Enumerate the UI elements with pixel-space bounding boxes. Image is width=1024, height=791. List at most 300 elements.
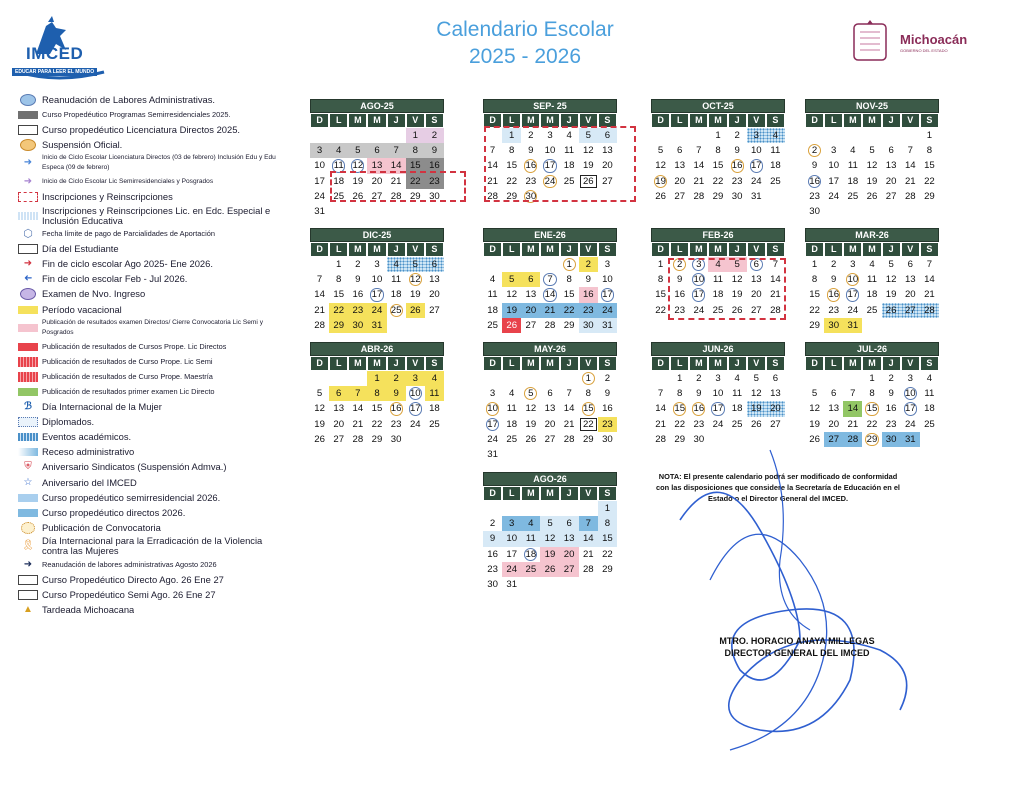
calendar-day: 31: [314, 205, 325, 217]
calendar-day: 13: [333, 403, 345, 415]
calendar-day: 22: [406, 174, 425, 189]
calendar-day: 24: [502, 562, 521, 577]
calendar-day: 27: [333, 433, 345, 445]
yellow-swatch-icon: [18, 305, 38, 315]
calendar-day: 11: [867, 274, 877, 286]
lightblue-lines-swatch-icon: [18, 211, 38, 221]
legend-item: [18, 287, 290, 302]
weekday-label: L: [502, 356, 521, 371]
calendar-day: 26: [579, 174, 598, 189]
calendar-day: 30: [348, 318, 367, 333]
calendar-day: 25: [429, 418, 440, 430]
weekday-label: J: [728, 113, 747, 128]
legend-label: Curso Propedéutico Directo Ago. 26 Ene 27: [42, 574, 224, 585]
calendar-day: 31: [506, 578, 518, 590]
calendar-day: 24: [712, 418, 724, 430]
calendar-day: 14: [540, 287, 559, 302]
weekday-label: D: [310, 242, 329, 257]
calendar-day: 5: [316, 388, 323, 400]
calendar-day: 30: [390, 433, 402, 445]
calendar-day: 19: [651, 174, 670, 189]
calendar-day: 10: [483, 401, 502, 416]
weekday-label: S: [920, 356, 939, 371]
weekday-label: M: [540, 242, 559, 257]
calendar-day: 30: [824, 318, 843, 333]
calendar-day: 26: [882, 303, 901, 318]
legend-label: Curso propedéutico Licenciatura Directos 2025.: [42, 124, 241, 135]
calendar-day: 3: [689, 257, 708, 272]
calendar-day: 18: [506, 418, 518, 430]
legend-item: [18, 520, 290, 535]
logo-text: IMCED: [26, 44, 84, 63]
calendar-day: 22: [560, 303, 579, 318]
calendar-day: 9: [585, 274, 591, 286]
weekday-label: V: [579, 356, 598, 371]
empty-day: [521, 371, 540, 386]
calendar-day: 27: [602, 175, 613, 187]
calendar-day: 26: [406, 303, 425, 318]
calendar-day: 2: [604, 373, 611, 384]
legend-item: [18, 475, 290, 490]
calendar-day: 16: [387, 401, 406, 416]
weekday-label: D: [805, 356, 824, 371]
weekday-header: [805, 242, 939, 257]
calendar-day: 21: [904, 175, 916, 187]
legend-label: Examen de Nvo. Ingreso: [42, 289, 146, 300]
state-subtitle: GOBIERNO DEL ESTADO: [900, 48, 948, 53]
empty-day: [805, 128, 824, 143]
calendar-day: 15: [563, 289, 575, 301]
weekday-header: [805, 113, 939, 128]
weekday-label: S: [598, 113, 617, 128]
calendar-day: 4: [850, 145, 856, 157]
calendar-day: 18: [866, 289, 878, 301]
weekday-label: M: [862, 113, 881, 128]
star-icon-swatch-icon: ☆: [23, 476, 33, 488]
empty-day: [348, 371, 367, 386]
month-block: [651, 342, 785, 447]
calendar-day: 27: [901, 303, 920, 318]
weekday-label: M: [708, 356, 727, 371]
calendar-day: 25: [333, 190, 345, 202]
calendar-day: 1: [560, 257, 579, 272]
calendar-day: 1: [869, 373, 875, 384]
calendar-day: 20: [885, 175, 897, 187]
calendar-day: 26: [655, 190, 666, 202]
calendar-day: 21: [314, 304, 325, 316]
calendar-day: 18: [712, 289, 724, 301]
legend-label: Publicación de resultados de Curso Prope. Lic Semi: [42, 356, 213, 366]
calendar-day: 21: [693, 175, 705, 187]
calendar-day: 21: [924, 289, 935, 301]
days-grid: [805, 257, 939, 333]
calendar-day: 30: [579, 318, 598, 333]
calendar-day: 11: [847, 160, 858, 172]
month-block: [310, 99, 444, 219]
days-grid: [310, 257, 444, 333]
calendar-day: 1: [406, 128, 425, 143]
calendar-day: 6: [425, 257, 444, 272]
legend-label: Curso propedéutico semirresidencial 2026.: [42, 492, 221, 503]
calendar-day: 5: [888, 259, 894, 270]
legend-label: Curso Propedéutico Programas Semirresidenciales 2025.: [42, 109, 231, 119]
calendar-day: 27: [371, 190, 383, 202]
calendar-day: 18: [390, 289, 402, 301]
calendar-day: 24: [367, 303, 386, 318]
calendar-day: 27: [824, 432, 843, 447]
calendar-day: 25: [731, 418, 743, 430]
calendar-day: 18: [563, 160, 575, 172]
weekday-label: L: [329, 242, 348, 257]
calendar-day: 18: [333, 175, 345, 187]
weekday-label: S: [598, 356, 617, 371]
calendar-day: 22: [674, 418, 686, 430]
calendar-day: 23: [731, 175, 743, 187]
calendar-day: 29: [329, 318, 348, 333]
legend-label: Inscripciones y Reinscripciones Lic. en Edc. Especial e Inclusión Educativa: [42, 205, 271, 226]
calendar-day: 6: [598, 128, 617, 143]
calendar-day: 9: [696, 388, 702, 400]
arrow-red-right-swatch-icon: ➜: [23, 258, 33, 270]
calendar-day: 27: [750, 304, 762, 316]
calendar-day: 11: [713, 274, 723, 286]
weekday-label: S: [920, 113, 939, 128]
calendar-day: 24: [598, 303, 617, 318]
calendar-day: 23: [425, 174, 444, 189]
weekday-label: M: [843, 356, 862, 371]
calendar-day: 22: [655, 304, 666, 316]
calendar-day: 8: [406, 143, 425, 158]
legend-label: Día Internacional para la Erradicación de la Violencia contra las Mujeres: [42, 536, 263, 557]
calendar-day: 22: [924, 175, 935, 187]
empty-day: [502, 501, 521, 516]
legend-item: [18, 152, 290, 174]
calendar-day: 10: [406, 386, 425, 401]
calendar-day: 11: [391, 274, 402, 286]
empty-day: [579, 501, 598, 516]
calendar-day: 5: [406, 257, 425, 272]
legend-label: Inicio de Ciclo Escolar Licenciatura Directos (03 de febrero) Inclusión Edu y Edu Especa (09 de febrero): [42, 154, 276, 172]
legend-item: [18, 339, 290, 354]
weekday-label: D: [805, 242, 824, 257]
circle-orange-swatch-icon: [18, 140, 38, 150]
empty-day: [560, 501, 579, 516]
calendar-day: 23: [487, 563, 498, 575]
calendar-day: 17: [708, 401, 727, 416]
calendar-day: 29: [563, 319, 575, 331]
calendar-day: 16: [425, 158, 444, 173]
weekday-label: S: [598, 486, 617, 501]
calendar-day: 26: [809, 433, 820, 445]
calendar-note: NOTA: El presente calendario podrá ser modificado de conformidad con las disposiciones que considere la Secretaría de Educación en el Estado o el Director General del IMCED.: [656, 472, 900, 503]
red-swatch-icon: [18, 342, 38, 352]
calendar-day: 8: [566, 274, 572, 286]
calendar-day: 26: [314, 433, 325, 445]
calendar-day: 19: [525, 418, 537, 430]
calendar-day: 29: [712, 190, 724, 202]
calendar-day: 15: [809, 289, 820, 301]
month-title: MAR-26: [805, 228, 939, 242]
weekday-header: [483, 356, 617, 371]
calendar-day: 7: [316, 274, 323, 286]
weekday-label: S: [920, 242, 939, 257]
signer-name: MTRO. HORACIO ANAYA MILLEGAS: [719, 636, 875, 646]
calendar-day: 8: [585, 388, 591, 400]
calendar-day: 29: [506, 190, 518, 202]
calendar-day: 19: [582, 160, 594, 172]
legend-item: [18, 490, 290, 505]
calendar-day: 16: [805, 174, 824, 189]
legend-label: Curso Propedéutico Semi Ago. 26 Ene 27: [42, 590, 216, 601]
month-title: SEP- 25: [483, 99, 617, 113]
lightblue-gradient-swatch-icon: [18, 493, 38, 503]
calendar-day: 22: [506, 175, 518, 187]
calendar-day: 12: [809, 403, 820, 415]
calendar-day: 8: [509, 145, 515, 157]
gradient-swatch-icon: [18, 447, 38, 457]
calendar-day: 24: [750, 175, 762, 187]
calendar-day: 3: [831, 145, 837, 157]
calendar-day: 22: [329, 303, 348, 318]
calendar-day: 30: [487, 578, 498, 590]
calendar-day: 12: [525, 403, 537, 415]
month-block: [483, 99, 617, 204]
red-lines-swatch-icon: [18, 357, 38, 367]
calendar-day: 31: [901, 432, 920, 447]
legend-item: [18, 122, 290, 137]
legend-item: [18, 272, 290, 287]
calendar-day: 14: [387, 158, 406, 173]
calendar-day: 20: [521, 303, 540, 318]
calendar-day: 10: [544, 145, 556, 157]
calendar-day: 8: [336, 274, 342, 286]
arrow-blue-left-swatch-icon: ➜: [23, 273, 33, 285]
calendar-day: 28: [843, 432, 862, 447]
legend-label: Día Internacional de la Mujer: [42, 402, 162, 413]
calendar-day: 6: [367, 143, 386, 158]
calendar-day: 28: [487, 190, 498, 202]
calendar-day: 25: [770, 175, 781, 187]
calendar-day: 9: [387, 386, 406, 401]
logo-slogan: EDUCAR PARA LEER EL MUNDO: [12, 68, 97, 76]
calendar-day: 15: [924, 160, 935, 172]
month-block: [310, 342, 444, 447]
calendar-day: 10: [712, 388, 724, 400]
calendar-day: 16: [579, 287, 598, 302]
month-block: [805, 342, 939, 447]
calendar-day: 6: [888, 145, 894, 157]
empty-day: [862, 128, 881, 143]
calendar-day: 12: [750, 388, 762, 400]
legend-item: [18, 400, 290, 415]
days-grid: [805, 371, 939, 447]
calendar-day: 18: [770, 160, 781, 172]
legend-item: [18, 137, 290, 152]
weekday-label: D: [805, 113, 824, 128]
arrow-lilac-swatch-icon: ➜: [23, 175, 33, 187]
days-grid: [483, 371, 617, 462]
legend-label: Fin de ciclo escolar Feb - Jul 2026.: [42, 274, 188, 285]
legend-label: Aniversario del IMCED: [42, 477, 137, 488]
calendar-day: 16: [824, 287, 843, 302]
calendar-day: 9: [831, 274, 837, 286]
weekday-label: S: [425, 113, 444, 128]
calendar-day: 28: [314, 319, 325, 331]
weekday-header: [310, 242, 444, 257]
calendar-day: 1: [598, 501, 617, 516]
weekday-label: M: [521, 113, 540, 128]
legend-item: [18, 354, 290, 369]
calendar-day: 7: [540, 272, 559, 287]
calendar-day: 13: [525, 289, 537, 301]
legend-label: Inscripciones y Reinscripciones: [42, 192, 173, 203]
calendar-day: 2: [425, 128, 444, 143]
days-grid: [483, 128, 617, 204]
calendar-day: 23: [390, 418, 402, 430]
legend-label: Período vacacional: [42, 304, 122, 315]
calendar-day: 13: [904, 274, 916, 286]
calendar-day: 25: [487, 319, 498, 331]
weekday-label: D: [483, 486, 502, 501]
calendar-day: 18: [429, 403, 440, 415]
calendar-day: 4: [521, 516, 540, 531]
weekday-label: M: [843, 113, 862, 128]
legend-label: Diplomados.: [42, 417, 95, 428]
blue-lines-swatch-icon: [18, 432, 38, 442]
legend-item: [18, 415, 290, 430]
calendar-day: 15: [333, 289, 345, 301]
calendar-day: 18: [521, 547, 540, 562]
calendar-day: 9: [425, 143, 444, 158]
weekday-label: J: [560, 486, 579, 501]
month-title: ENE-26: [483, 228, 617, 242]
weekday-label: S: [425, 356, 444, 371]
month-block: [483, 342, 617, 462]
calendar-day: 5: [540, 516, 559, 531]
calendar-day: 10: [502, 531, 521, 546]
calendar-day: 17: [747, 158, 766, 173]
calendar-day: 14: [314, 289, 325, 301]
calendar-day: 17: [598, 287, 617, 302]
weekday-label: V: [579, 113, 598, 128]
calendar-day: 17: [506, 548, 518, 560]
calendar-day: 2: [805, 143, 824, 158]
days-grid: [310, 371, 444, 447]
calendar-day: 28: [352, 433, 364, 445]
empty-day: [651, 128, 670, 143]
calendar-day: 7: [387, 143, 406, 158]
signature: [650, 440, 930, 770]
calendar-day: 14: [843, 401, 862, 416]
calendar-day: 25: [563, 175, 575, 187]
weekday-label: M: [348, 356, 367, 371]
calendar-day: 6: [677, 145, 683, 157]
month-block: [651, 99, 785, 204]
calendar-day: 12: [348, 158, 367, 173]
calendar-day: 13: [544, 403, 556, 415]
calendar-day: 16: [674, 289, 686, 301]
weekday-label: S: [425, 242, 444, 257]
dashed-red-swatch-icon: [18, 192, 38, 202]
calendar-day: 16: [728, 158, 747, 173]
midblue-swatch-icon: [18, 508, 38, 518]
calendar-day: 31: [750, 190, 762, 202]
weekday-label: D: [310, 356, 329, 371]
calendar-day: 6: [547, 388, 553, 400]
calendar-day: 7: [772, 259, 779, 270]
legend-item: [18, 174, 290, 189]
calendar-day: 23: [579, 303, 598, 318]
weekday-label: M: [367, 242, 386, 257]
calendar-day: 8: [869, 388, 875, 400]
calendar-day: 23: [828, 304, 840, 316]
weekday-label: L: [670, 113, 689, 128]
calendar-day: 26: [750, 418, 762, 430]
darkgray-swatch-icon: [18, 110, 38, 120]
calendar-day: 23: [525, 175, 537, 187]
calendar-day: 27: [674, 190, 686, 202]
calendar-day: 10: [843, 272, 862, 287]
legend-item: [18, 369, 290, 384]
calendar-day: 25: [866, 304, 878, 316]
circle-dotted-swatch-icon: [18, 523, 38, 533]
calendar-day: 15: [598, 531, 617, 546]
calendar-day: 20: [602, 160, 613, 172]
calendar-day: 29: [409, 190, 421, 202]
calendar-day: 7: [696, 145, 702, 157]
calendar-day: 8: [677, 388, 683, 400]
calendar-day: 7: [579, 516, 598, 531]
calendar-day: 20: [904, 289, 916, 301]
calendar-day: 15: [406, 158, 425, 173]
calendar-day: 28: [770, 304, 781, 316]
calendar-day: 14: [693, 160, 705, 172]
calendar-day: 18: [731, 403, 743, 415]
calendar-day: 19: [885, 289, 897, 301]
empty-day: [502, 257, 521, 272]
empty-day: [348, 128, 367, 143]
calendar-day: 16: [521, 158, 540, 173]
circle-lightblue-swatch-icon: [18, 95, 38, 105]
calendar-day: 2: [387, 371, 406, 386]
calendar-day: 27: [544, 433, 556, 445]
legend-label: Receso administrativo: [42, 447, 135, 458]
calendar-day: 30: [429, 190, 440, 202]
weekday-label: L: [329, 113, 348, 128]
calendar-day: 31: [843, 318, 862, 333]
calendar-day: 28: [563, 433, 575, 445]
arrow-blue-swatch-icon: ➜: [23, 157, 33, 169]
calendar-day: 22: [712, 175, 724, 187]
calendar-day: 20: [766, 401, 785, 416]
calendar-day: 3: [502, 516, 521, 531]
calendar-day: 16: [689, 401, 708, 416]
calendar-day: 21: [352, 418, 364, 430]
calendar-day: 20: [333, 418, 345, 430]
days-grid: [310, 128, 444, 219]
calendar-day: 5: [753, 373, 759, 384]
calendar-day: 28: [693, 190, 705, 202]
empty-day: [310, 371, 329, 386]
box-outline-swatch-icon: [18, 244, 38, 254]
legend-item: [18, 460, 290, 475]
calendar-day: 1: [502, 128, 521, 143]
calendar-day: 1: [579, 371, 598, 386]
legend-label: Reanudación de labores administrativas Agosto 2026: [42, 559, 217, 569]
calendar-day: 23: [885, 418, 897, 430]
calendar-day: 8: [926, 145, 933, 157]
empty-day: [901, 128, 920, 143]
